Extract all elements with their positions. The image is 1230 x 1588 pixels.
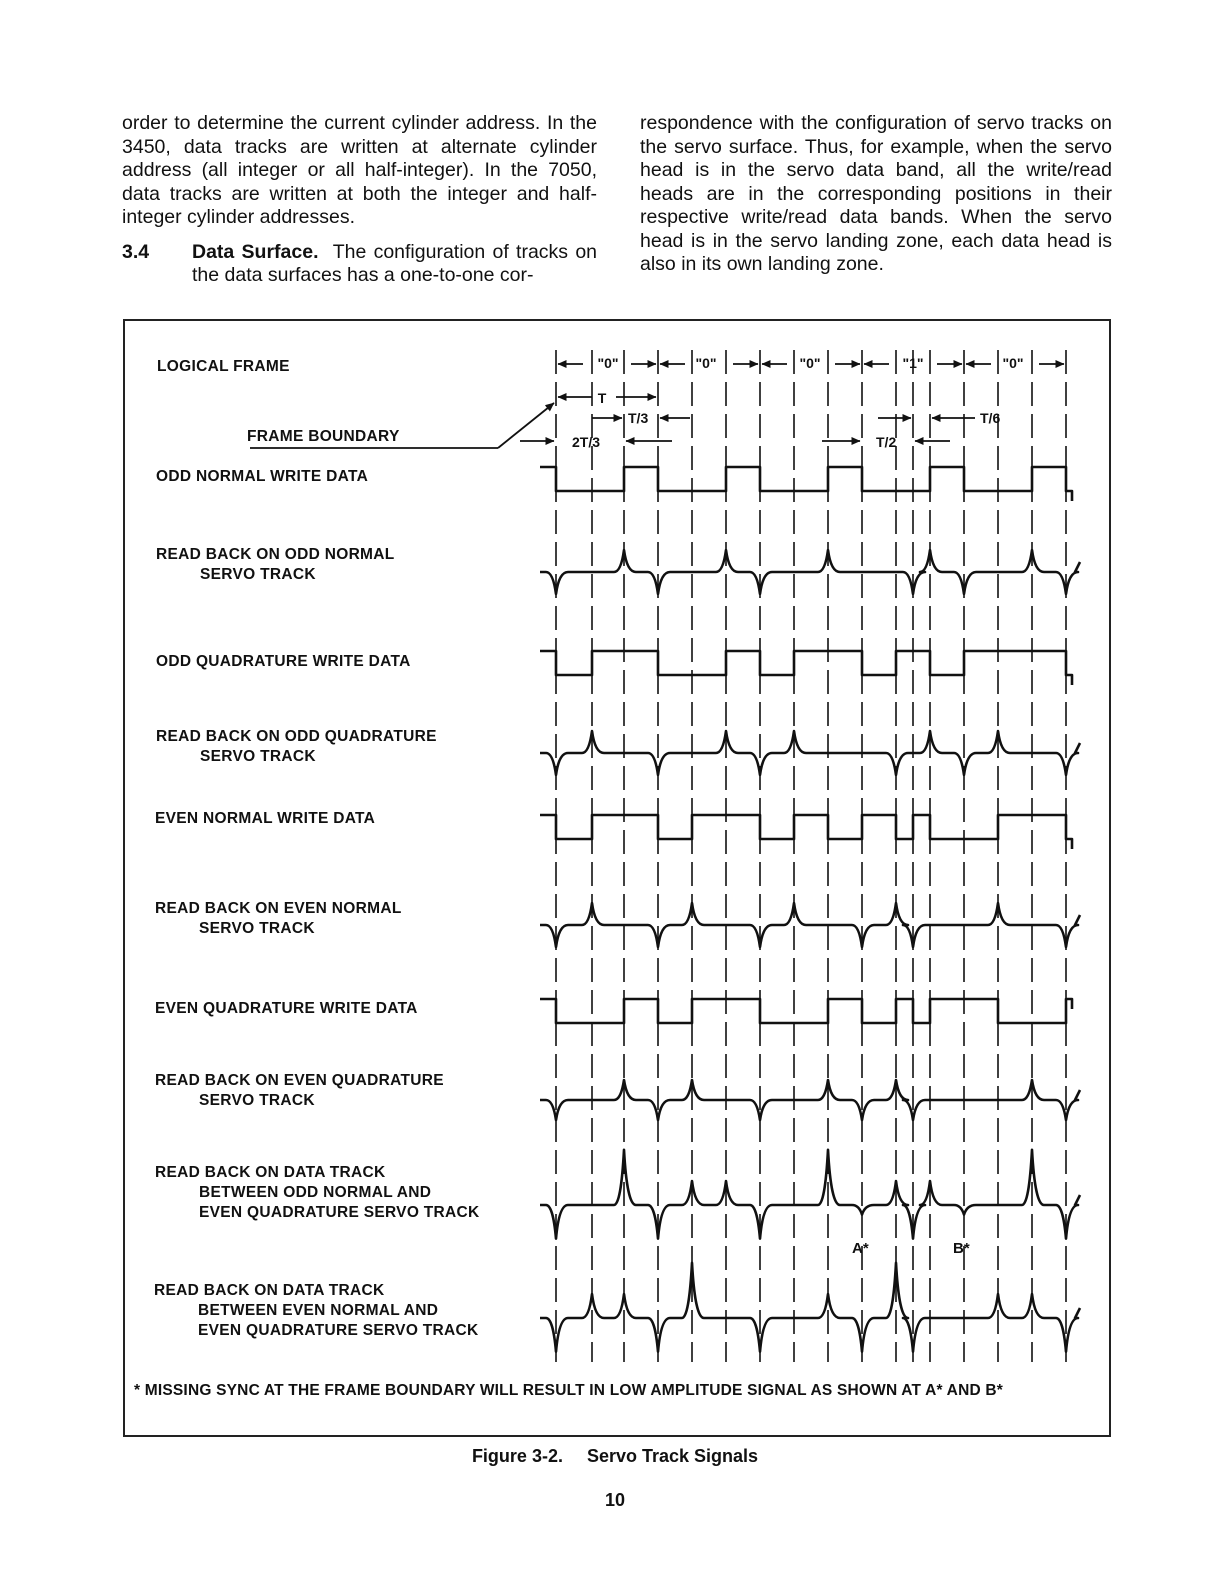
readback-waveform [540, 1150, 1080, 1239]
timing-t6-label: T/6 [980, 410, 1001, 426]
label-line: READ BACK ON ODD QUADRATURE [156, 728, 437, 745]
bit-label: "1" [902, 355, 924, 371]
label-line: SERVO TRACK [199, 1092, 315, 1109]
bit-label: "0" [597, 355, 619, 371]
label-line: BETWEEN ODD NORMAL AND [199, 1184, 432, 1201]
bit-label: "0" [695, 355, 717, 371]
timing-2t3-label: 2T/3 [572, 434, 601, 450]
page-number: 10 [604, 1490, 626, 1510]
readback-waveform [540, 1080, 1080, 1120]
label-line: READ BACK ON DATA TRACK [155, 1164, 386, 1181]
label-line: EVEN QUADRATURE SERVO TRACK [199, 1204, 480, 1221]
write-data-waveform [540, 467, 1072, 501]
label-even-normal-write: EVEN NORMAL WRITE DATA [155, 810, 376, 827]
label-even-quad-write: EVEN QUADRATURE WRITE DATA [155, 1000, 418, 1017]
section-number: 3.4 [122, 240, 150, 263]
label-odd-quad-write: ODD QUADRATURE WRITE DATA [156, 653, 411, 670]
label-logical-frame: LOGICAL FRAME [157, 358, 290, 375]
timing-t2-label: T/2 [876, 434, 897, 450]
label-odd-normal-write: ODD NORMAL WRITE DATA [156, 468, 369, 485]
write-data-waveform [540, 815, 1072, 849]
label-line: EVEN QUADRATURE SERVO TRACK [198, 1322, 479, 1339]
right-paragraph: respondence with the configuration of servo tracks on the servo surface. Thus, for example, when the servo head is in the servo data band, all the write/read heads are in the corresponding positions in their respective write/read data bands. When the servo head is in the servo landing zone, each data head is also in its own landing zone. [640, 112, 1112, 275]
caption-number: Figure 3-2. [471, 1446, 563, 1466]
section-body: The configuration of tracks on the data surfaces has a one-to-one cor- [192, 240, 598, 286]
readback-waveform [540, 731, 1080, 775]
figure-footnote: * MISSING SYNC AT THE FRAME BOUNDARY WILL RESULT IN LOW AMPLITUDE SIGNAL AS SHOWN AT A* AND B* [134, 1382, 1003, 1399]
bit-label: "0" [1002, 355, 1024, 371]
label-line: READ BACK ON ODD NORMAL [156, 546, 395, 563]
bit-label: "0" [799, 355, 821, 371]
label-line: READ BACK ON EVEN QUADRATURE [155, 1072, 444, 1089]
label-line: READ BACK ON EVEN NORMAL [155, 900, 402, 917]
label-line: SERVO TRACK [200, 566, 316, 583]
label-line: SERVO TRACK [200, 748, 316, 765]
caption-title: Servo Track Signals [586, 1446, 759, 1466]
timing-t3-label: T/3 [628, 410, 649, 426]
figure-caption [0, 1446, 1230, 1467]
write-data-waveform [540, 651, 1072, 685]
timing-t-label: T [597, 390, 607, 406]
label-frame-boundary: FRAME BOUNDARY [247, 428, 400, 445]
write-data-waveform [540, 999, 1072, 1023]
readback-waveform [540, 550, 1080, 594]
section-title: Data Surface. [192, 240, 319, 263]
left-paragraph: order to determine the current cylinder address. In the 3450, data tracks are written at alternate cylinder address (all integer or all half-integer). In the 7050, data tracks are written at both the integer and half-integer cylinder addresses. [122, 112, 597, 228]
label-line: BETWEEN EVEN NORMAL AND [198, 1302, 439, 1319]
label-line: SERVO TRACK [199, 920, 315, 937]
readback-waveform [540, 1263, 1080, 1352]
marker-a: A* [852, 1240, 869, 1257]
marker-b: B* [953, 1240, 970, 1257]
label-line: READ BACK ON DATA TRACK [154, 1282, 385, 1299]
readback-waveform [540, 903, 1080, 947]
